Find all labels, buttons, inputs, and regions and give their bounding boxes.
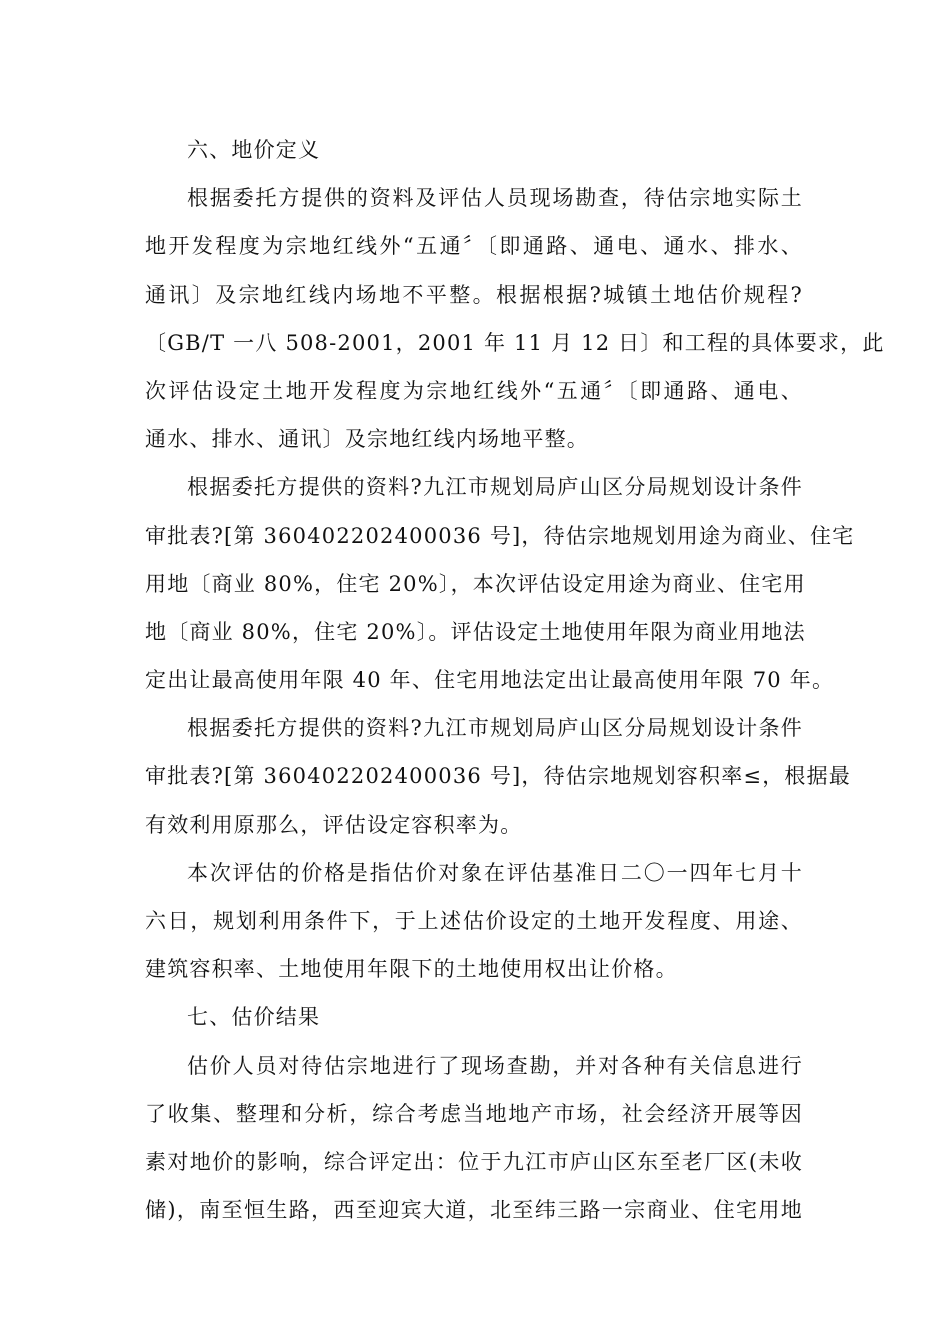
section-heading-land-price-definition: 六、地价定义 (187, 138, 321, 162)
paragraph-line: 本次评估的价格是指估价对象在评估基准日二〇一四年七月十 (187, 860, 803, 885)
document-body (145, 126, 885, 1234)
paragraph-line: 审批表?[第 360402202400036 号]，待估宗地规划容积率≤，根据最 (145, 764, 852, 789)
paragraph-line: 定出让最高使用年限 40 年、住宅用地法定出让最高使用年限 70 年。 (145, 668, 835, 693)
paragraph-line: 素对地价的影响，综合评定出：位于九江市庐山区东至老厂区(未收 (145, 1149, 803, 1174)
paragraph-line: 地开发程度为宗地红线外“五通〞〔即通路、通电、通水、排水、 (145, 234, 803, 259)
paragraph-line: 了收集、整理和分析，综合考虑当地地产市场，社会经济开展等因 (145, 1101, 803, 1126)
paragraph-line: 根据委托方提供的资料?九江市规划局庐山区分局规划设计条件 (187, 475, 803, 500)
paragraph-line: 次评估设定土地开发程度为宗地红线外“五通〞〔即通路、通电、 (145, 378, 803, 403)
paragraph-line: 通讯〕及宗地红线内场地不平整。根据根据?城镇土地估价规程? (145, 282, 803, 307)
paragraph-line: 储)，南至恒生路，西至迎宾大道，北至纬三路一宗商业、住宅用地 (145, 1198, 803, 1223)
paragraph-line: 根据委托方提供的资料?九江市规划局庐山区分局规划设计条件 (187, 716, 803, 741)
paragraph-line: 审批表?[第 360402202400036 号]，待估宗地规划用途为商业、住宅 (145, 523, 855, 548)
paragraph-line: 根据委托方提供的资料及评估人员现场勘查，待估宗地实际土 (187, 186, 803, 211)
paragraph-line: 地〔商业 80%，住宅 20%〕。评估设定土地使用年限为商业用地法 (145, 619, 806, 644)
paragraph-line: 估价人员对待估宗地进行了现场查勘，并对各种有关信息进行 (187, 1053, 803, 1078)
paragraph-line: 用地〔商业 80%，住宅 20%〕，本次评估设定用途为商业、住宅用 (145, 571, 806, 596)
paragraph-line: 六日，规划利用条件下，于上述估价设定的土地开发程度、用途、 (145, 909, 803, 933)
paragraph-line: 通水、排水、通讯〕及宗地红线内场地平整。 (145, 427, 589, 452)
paragraph-line: 〔GB/T 一八 508-2001，2001 年 11 月 12 日〕和工程的具体要求，此 (145, 330, 885, 355)
paragraph-line: 有效利用原那么，评估设定容积率为。 (145, 812, 523, 837)
section-heading-valuation-result: 七、估价结果 (187, 1005, 321, 1030)
paragraph-line: 建筑容积率、土地使用年限下的土地使用权出让价格。 (145, 957, 678, 982)
